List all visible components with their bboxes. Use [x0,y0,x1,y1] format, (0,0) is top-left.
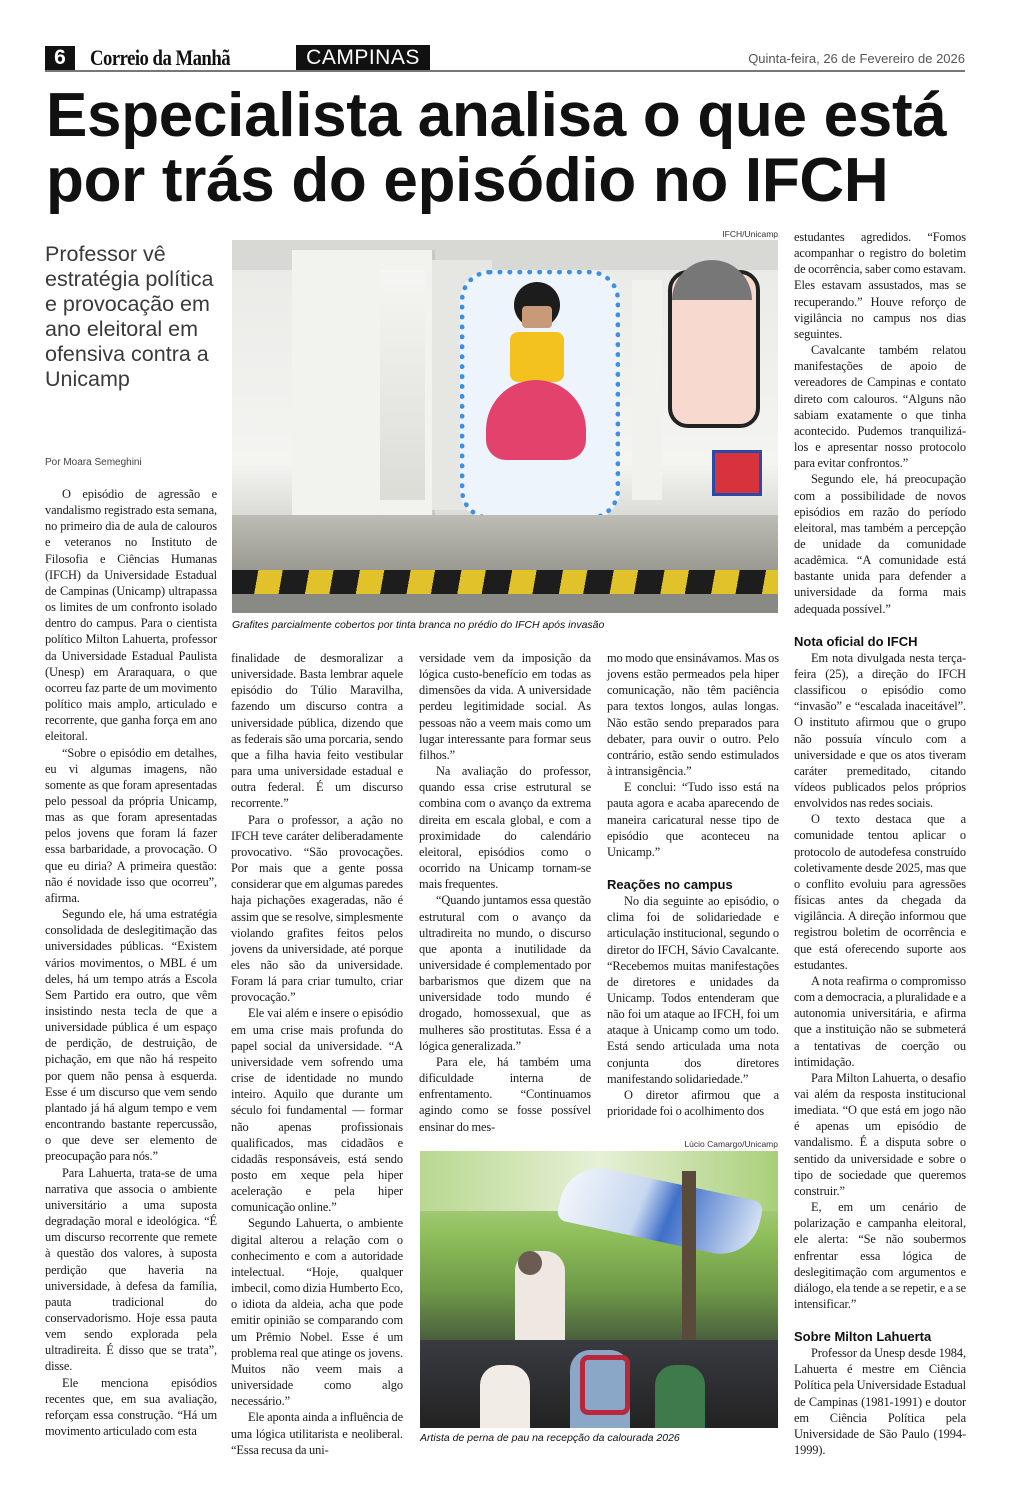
newspaper-logo: Correio da Manhã [90,45,231,70]
paragraph: No dia seguinte ao episódio, o clima foi de solidariedade e articulação institucional, segundo o diretor do IFCH, Sávio Cavalcante. “Recebemos muitas manifestações de diretores e unidades da Unicamp. Todos entenderam que não foi um ataque ao IFCH, foi um ataque à Unicamp como um todo. Está sendo articulada uma nota conjunta dos diretores manifestando solidariedade.” [607,894,779,1086]
graffiti-photo [232,240,778,613]
paragraph: Em nota divulgada nesta terça-feira (25), a direção do IFCH classificou o episódio como “invasão” e “escalada inaceitável”. O instituto afirmou que o grupo não possuía vínculo com a universidade e que os atos tiveram caráter premeditado, citando vídeos publicados pelos próprios envolvidos nas redes sociais. [794,650,966,811]
paragraph: versidade vem da imposição da lógica custo-benefício em todas as dimensões da vida. A universidade perdeu legitimidade social. As pessoas não a veem mais como um lugar interessante para formar seus filhos.” [419,651,591,762]
article-column-4 [607,650,779,1119]
paragraph: “Quando juntamos essa questão estrutural com o avanço da ultradireita no mundo, o discurso que aponta a inutilidade da universidade é complementado por barbarismos que dizem que na universidade todo mundo é drogado, homossexual, que as mulheres são prostitutas. Essa é a lógica generalizada.” [419,893,591,1053]
article-column-1 [45,486,217,1439]
paragraph: mo modo que ensinávamos. Mas os jovens estão permeados pela hiper comunicação, não têm paciência para textos longos, aulas longas. Não estão sendo preparados para debater, para ouvir o outro. Pelo contrário, estão sendo estimulados à intransigência.” [607,651,779,779]
byline: Por Moara Semeghini [45,457,142,468]
paragraph: Para ele, há também uma dificuldade interna de enfrentamento. “Continuamos agindo como se fosse possível ensinar do mes- [419,1054,591,1134]
photo-credit: IFCH/Unicamp [722,229,778,239]
article-column-5 [794,229,966,1458]
paragraph: Ele menciona episódios recentes que, em sua avaliação, reforçam essa construção. “Há um movimento articulado com esta [45,1375,217,1439]
paragraph: Para o professor, a ação no IFCH teve caráter deliberadamente provocativo. “São provocações. Por mais que a gente possa considerar que em algumas paredes haja pichações exageradas, não é assim que se resolve, simplesmente violando grafites feitos pelos jovens da universidade, até porque eles não são da universidade. Foram lá para criar tumulto, criar provocação.” [231,812,403,1005]
paragraph: O diretor afirmou que a prioridade foi o acolhimento dos [607,1087,779,1119]
paragraph: Na avaliação do professor, quando essa crise estrutural se combina com o avanço da extrema direita em escala global, e com a proximidade do calendário eleitoral, episódios como o ocorrido na Unicamp tornam-se mais frequentes. [419,764,591,892]
section-heading: Nota oficial do IFCH [794,633,918,649]
paragraph: O texto destaca que a comunidade tentou aplicar o protocolo de autodefesa construído coletivamente desde 2025, mas que o conflito evoluiu para agressões físicas antes da chegada da vigilância. A direção informou que registrou boletim de ocorrência e que está oferecendo suporte aos estudantes. [794,812,966,972]
paragraph: Para Milton Lahuerta, o desafio vai além da resposta institucional imediata. “O que está em jogo não é apenas um episódio de vandalismo. É a disputa sobre o sentido da universidade e sobre o tipo de sociedade que queremos construir.” [794,1070,966,1198]
paragraph: Segundo ele, há uma estratégia consolidada de deslegitimação das universidades públicas. “Existem vários movimentos, o MBL é um deles, há um tempo atrás a Escola Sem Partido era outro, que vêm insistindo nesta tecla de que a universidade pública é um espaço de perdição, de destruição, de pichação, em que não há respeito por quem não pensa à esquerda. Esse é um discurso que vem sendo plantado já há algum tempo e vem encontrando bastante repercussão, o que deve ser elemento de preocupação para nós.” [45,907,217,1164]
section-label: CAMPINAS [296,45,430,71]
paragraph: Cavalcante também relatou manifestações de apoio de vereadores de Campinas e contato direto com calouros. “Alguns não sabiam exatamente o que tinha acontecido. Pudemos tranquilizá-los e apresentar nosso protocolo para evitar confrontos.” [794,343,966,471]
stilt-artist-photo [420,1151,778,1428]
section-heading: Sobre Milton Lahuerta [794,1329,932,1345]
paragraph: Segundo ele, há preocupação com a possibilidade de novos episódios em razão do período eleitoral, mas também a percepção de unidade da comunidade acadêmica. “A comunidade está bastante unida para defender a universidade da forma mais adequada possível.” [794,472,966,616]
paragraph: estudantes agredidos. “Fomos acompanhar o registro do boletim de ocorrência, saber como estavam. Eles estavam assustados, mas se recuperando.” Houve reforço de vigilância no campus nos dias seguintes. [794,230,966,341]
paragraph: Ele vai além e insere o episódio em uma crise mais profunda do papel social da universidade. “A universidade vem sofrendo uma crise de identidade no mundo inteiro. Aquilo que durante um século foi fundamental — formar não apenas profissionais qualificados, mas cidadãos e cidadãs responsáveis, está sendo posto em xeque pela hiper aceleração e pela hiper comunicação online.” [231,1006,403,1215]
section-heading: Reações no campus [607,877,733,893]
page-number: 6 [45,46,75,70]
paragraph: E, em um cenário de polarização e campanha eleitoral, ele alerta: “Se não soubermos enfrentar essa lógica de deslegitimação com argumentos e diálogo, ela tende a se repetir, e a se intensificar.” [794,1200,966,1311]
photo-caption: Artista de perna de pau na recepção da calourada 2026 [420,1432,680,1444]
headline-line-2: por trás do episódio no IFCH [46,146,889,215]
paragraph: A nota reafirma o compromisso com a democracia, a pluralidade e a autonomia universitária, e afirma que a instituição não se submeterá a tentativas de coerção ou intimidação. [794,973,966,1069]
photo-credit: Lúcio Camargo/Unicamp [684,1139,778,1149]
paragraph: Para Lahuerta, trata-se de uma narrativa que associa o ambiente universitário a uma suposta degradação moral e ideológica. “É um discurso recorrente que remete à questão dos valores, à suposta perdição que haveria na universidade, à defesa da família, pauta tradicional do conservadorismo. Hoje essa pauta vem sendo explorada pela ultradireita. É disso que se trata”, disse. [45,1165,217,1374]
photo-caption: Grafites parcialmente cobertos por tinta branca no prédio do IFCH após invasão [232,619,605,631]
paragraph: E conclui: “Tudo isso está na pauta agora e acaba aparecendo de maneira caricatural nesse tipo de episódio que aconteceu na Unicamp.” [607,780,779,859]
paragraph: “Sobre o episódio em detalhes, eu vi algumas imagens, não somente as que foram apresentadas pelo pessoal da própria Unicamp, mas as que foram apresentadas pelos jovens que foram lá fazer essa barbaridade, a provocação. O que eu diria? A primeira questão: não é novidade isso que ocorreu”, afirma. [45,745,217,905]
paragraph: finalidade de desmoralizar a universidade. Basta lembrar aquele episódio do Túlio Maravilha, fazendo um discurso contra a universidade pública, dizendo que as federais são uma porcaria, sendo que a filha havia feito vestibular para uma universidade estadual e outra federal. É um discurso recorrente.” [231,651,403,811]
subheadline: Professor vê estratégia política e provocação em ano eleitoral em ofensiva contra a Unicamp [45,242,214,391]
paragraph: Professor da Unesp desde 1984, Lahuerta é mestre em Ciência Política pela Universidade Estadual de Campinas (1981-1991) e doutor em Ciência Política pela Universidade de São Paulo (1994-1999). [794,1346,966,1458]
article-column-3 [419,650,591,1135]
paragraph: O episódio de agressão e vandalismo registrado esta semana, no primeiro dia de aula de calouros e veteranos no Instituto de Filosofia e Ciências Humanas (IFCH) da Universidade Estadual de Campinas (Unicamp) ultrapassa os limites de um confronto isolado dentro do campus. Para o cientista político Milton Lahuerta, professor da Universidade Estadual Paulista (Unesp) em Araraquara, o que ocorreu faz parte de um movimento político mais amplo, articulado e recorrente, que ganha força em ano eleitoral. [45,487,217,744]
paragraph: Ele aponta ainda a influência de uma lógica utilitarista e neoliberal. “Essa recusa da uni- [231,1410,403,1457]
article-column-2 [231,650,403,1458]
issue-date: Quinta-feira, 26 de Fevereiro de 2026 [748,51,965,66]
header-divider [45,70,965,72]
headline-line-1: Especialista analisa o que está [46,81,947,150]
paragraph: Segundo Lahuerta, o ambiente digital alterou a relação com o conhecimento e com a autoridade intelectual. “Hoje, qualquer imbecil, como dizia Humberto Eco, o idiota da aldeia, acha que pode emitir opinião se comparando com um Prêmio Nobel. Esse é um problema real que atinge os jovens. Muitos não veem mais a universidade como algo necessário.” [231,1216,403,1409]
